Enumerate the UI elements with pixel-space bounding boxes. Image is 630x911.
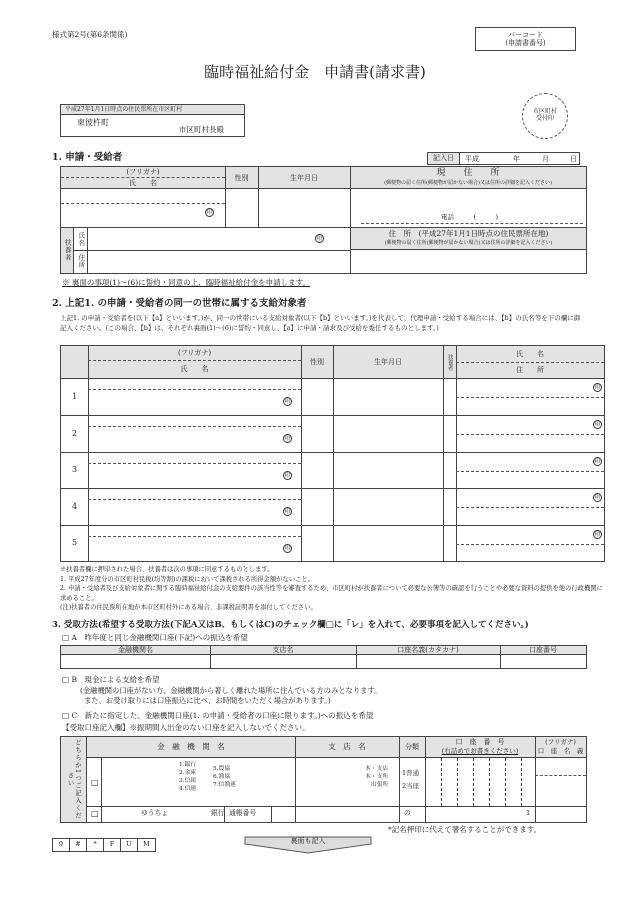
dep-name-label: 氏 名 (180, 365, 209, 374)
section-3-title: 3. 受取方法(希望する受取方法(下記A又はB、もしくはC)のチェック欄□に「レ」を入れて、必要事項を記入してください。) (52, 620, 529, 630)
branch-type: 本・支店 (365, 766, 389, 772)
bank-account-table (60, 736, 587, 823)
guardian-address-note: (郵便物の届く住所(郵便物が届かない場合)又は住所の詳細を記入ください) (384, 240, 553, 247)
bank-type: 6.漁協 (213, 774, 231, 780)
guardian-address-header (350, 228, 586, 250)
col-holder: 口座名義(カタカナ) (397, 646, 459, 655)
bank-types-b (213, 765, 236, 789)
dep-furigana-label: (フリガナ) (177, 348, 212, 357)
dep-guardian-label: 扶養者 (446, 354, 453, 371)
code-box: # (70, 839, 87, 851)
birthdate-label: 生年月日 (290, 173, 318, 182)
dep-birth-label: 生年月日 (374, 358, 402, 367)
bank-name-label: 金 融 機 関 名 (157, 742, 225, 752)
guardian-address-field[interactable] (91, 252, 346, 270)
row-number: 2 (71, 428, 78, 438)
section-2-title: 2. 上記1. の申請・受給者の同一の世帯に属する支給対象者 (52, 298, 307, 309)
date-era: 平成 (465, 155, 479, 163)
barcode-label: バーコード (508, 30, 543, 39)
guardian-seal-icon: 印 (316, 234, 323, 242)
guardian-seal-icon: 印 (594, 493, 601, 501)
date-year: 年 (513, 155, 520, 163)
option-a-checkbox[interactable]: □ A 昨年度と同じ金融機関口座(下記)への振込を希望 (62, 633, 248, 642)
branch-type: 出張所 (370, 782, 389, 788)
bank-type: 5.農協 (213, 766, 231, 772)
guardian-consent-notes (60, 565, 605, 613)
yucho-row-checkbox[interactable]: □ (91, 809, 99, 818)
col-bank: 金融機関名 (118, 646, 153, 655)
account-number-label: 口 座 番 号 (455, 738, 505, 747)
guardian-address-label: 住所 (74, 250, 88, 273)
see-back-label: 裏面も記入 (290, 837, 326, 846)
applicant-birth-field[interactable] (261, 191, 347, 225)
dep-gender-label: 性別 (310, 358, 324, 367)
applicant-address-field[interactable] (354, 191, 582, 211)
account-type-label: 分類 (405, 743, 419, 752)
fill-date-label: 記入日 (428, 153, 460, 164)
code-box: * (87, 839, 104, 851)
right-align-note: (右詰めでお書きください) (441, 747, 519, 756)
applicant-table (60, 166, 587, 274)
guardian-seal-icon: 印 (594, 383, 601, 391)
passbook-label: 通帳番号 (229, 809, 257, 817)
col-account-number: 口座番号 (529, 646, 557, 655)
branch-types (365, 765, 388, 789)
furigana-label: (フリガナ) (126, 167, 160, 176)
pledge-text: ※ 裏面の事項(1)〜(6)に誓約・同意の上、臨時福祉給付金を申請します。 (62, 278, 311, 287)
address-note: (郵便物の届く住所(郵便物が届かない場合)又は住所の詳細を記入ください) (384, 179, 552, 186)
account-type-option[interactable]: 2当座 (402, 782, 420, 790)
page-title: 臨時福祉給付金 申請書(請求書) (204, 63, 426, 81)
bank-type: 2.金庫 (179, 770, 197, 776)
guardian-name-label: 氏名 (74, 228, 88, 250)
bank-type: 4.信連 (179, 786, 197, 792)
code-box: F (104, 839, 121, 851)
guardian-current-address-field[interactable] (354, 253, 582, 270)
code-boxes (52, 838, 156, 852)
choose-one-label: どちらか1つご記入ください (61, 737, 87, 822)
code-box: M (143, 840, 150, 849)
row-number: 1 (71, 392, 78, 402)
note-line: (注)扶養者の住民票所在地が本市区町村外にある場合、非課税証明書を添付してください。 (60, 604, 317, 611)
seal-icon: 印 (284, 397, 291, 405)
applicant-seal-icon: 印 (206, 208, 213, 216)
holder-furigana-label: (フリガナ) (545, 737, 576, 746)
section-2-description: 上記1. の申請・受給者を(以下【a】といいます。)が、同一の世帯にいる支給対象者(以下【b】といいます。)を代表して、代理申請・受給する場合には、【b】の氏名等を下の欄に御記入ください。(この場合、【b】は、それぞれ裏面(1)〜(6)に誓約・同意し、【a】に申請・請求及び受給を委任するものとします。) (60, 314, 581, 332)
guardian-label: 扶養者 (61, 228, 74, 273)
bank-types-a (179, 761, 196, 793)
applicant-name-field[interactable] (66, 205, 201, 225)
municipality-value[interactable]: 東彼杵町 (77, 118, 109, 127)
municipality-box (60, 104, 245, 137)
option-c-checkbox[interactable]: □ C 新たに指定した、金融機関口座(1. の申請・受給者の口座に限ります。)への振込を希望 (62, 711, 374, 720)
receipt-label-1: 市区町村 (532, 108, 557, 116)
mayor-label: 市区町村長殿 (179, 125, 224, 134)
bank-type: 7.信漁連 (213, 782, 236, 788)
guardian-seal-icon: 印 (594, 420, 601, 428)
option-b-note-2: また、お受け取りには口座振込に比べ、お時間をいただく場合があります。) (84, 696, 331, 705)
name-label: 氏 名 (129, 178, 157, 187)
account-type-option[interactable]: 1普通 (402, 769, 420, 777)
see-back-arrow (243, 836, 373, 854)
holder-name-label: 口 座 名 義 (537, 747, 584, 756)
option-c-note: 【受取口座記入欄】※振期間入出金のない口座を記入しないでください。 (62, 723, 310, 732)
dep-guardian-name-label: 氏 名 (516, 349, 544, 358)
passbook-end-digit: 1 (526, 809, 531, 817)
branch-type: 本・支所 (365, 774, 389, 780)
fill-date-box[interactable] (427, 152, 580, 165)
form-number: 様式第2号(第6条関係) (52, 30, 128, 39)
date-day: 日 (570, 155, 577, 163)
seal-icon: 印 (284, 471, 291, 479)
date-month: 月 (542, 155, 549, 163)
branch-name-label: 支 店 名 (328, 742, 366, 752)
dep-guardian-address-label: 住 所 (516, 366, 544, 375)
row-number: 4 (71, 501, 78, 511)
dependents-table (60, 345, 605, 562)
receipt-stamp (522, 93, 568, 139)
seal-icon: 印 (284, 434, 291, 442)
guardian-seal-icon: 印 (594, 457, 601, 465)
guardian-address-head: 住 所 (平成27年1月1日時点の住民票所在地) (388, 228, 549, 238)
gender-label: 性別 (234, 173, 249, 182)
bank-type: 1.銀行 (179, 762, 197, 768)
phone-label[interactable]: 電話 ( ) (441, 213, 499, 221)
seal-icon: 印 (284, 507, 291, 515)
account-types (402, 767, 419, 793)
row-number: 3 (71, 465, 78, 475)
receipt-label-2: 受付印 (535, 115, 554, 122)
note-line: 2. 申請・受給者及び支給対象者に関する臨時福祉給付金の支給要件の該当性等を審査するため、市区町村が扶養者について必要な公簿等の確認を行うことや必要な資料の提供を他の行政機関に求めること。 (60, 585, 603, 602)
bank-type: 3.信組 (179, 778, 197, 784)
address-label: 現 住 所 (436, 167, 500, 178)
option-b-checkbox[interactable]: □ B 現金による支給を希望 (62, 675, 160, 684)
applicant-gender-field[interactable] (229, 191, 255, 225)
note-line: ※扶養者欄に押印された場合、扶養者は次の事項に同意するものとします。 (60, 566, 274, 573)
passbook-suffix: の (404, 809, 411, 817)
row-number: 5 (71, 538, 78, 548)
municipality-label: 平成27年1月1日時点の住民票所在市区町村 (61, 105, 244, 115)
section-1-title: 1. 申請・受給者 (52, 152, 123, 163)
guardian-seal-icon: 印 (594, 530, 601, 538)
seal-icon: 印 (284, 544, 291, 552)
dependent-rows (61, 379, 604, 561)
option-b-note-1: (金融機関の口座がない方、金融機関から著しく離れた場所に住んでいる方のみとなります。 (80, 686, 382, 695)
yucho-label: ゆうちょ (141, 809, 169, 817)
signature-note: *記名押印に代えて署名することができます。 (388, 825, 542, 834)
passbook-number-field[interactable] (275, 808, 395, 820)
ginko-label: 銀行 (211, 809, 225, 817)
col-branch: 支店名 (272, 646, 294, 655)
option-a-table (60, 645, 587, 669)
barcode-box (475, 27, 576, 51)
code-box: U (121, 839, 138, 851)
bank-row-checkbox[interactable]: □ (91, 778, 99, 787)
guardian-name-field[interactable] (91, 230, 311, 248)
applicant-furigana-field[interactable] (66, 191, 221, 201)
code-box: 9 (53, 839, 70, 851)
note-line: 1. 平成27年度分の市区町村民税(均等割)の課税において課税される所得金額がないこと。 (60, 575, 314, 583)
application-number-label: (申請書番号) (505, 39, 546, 47)
